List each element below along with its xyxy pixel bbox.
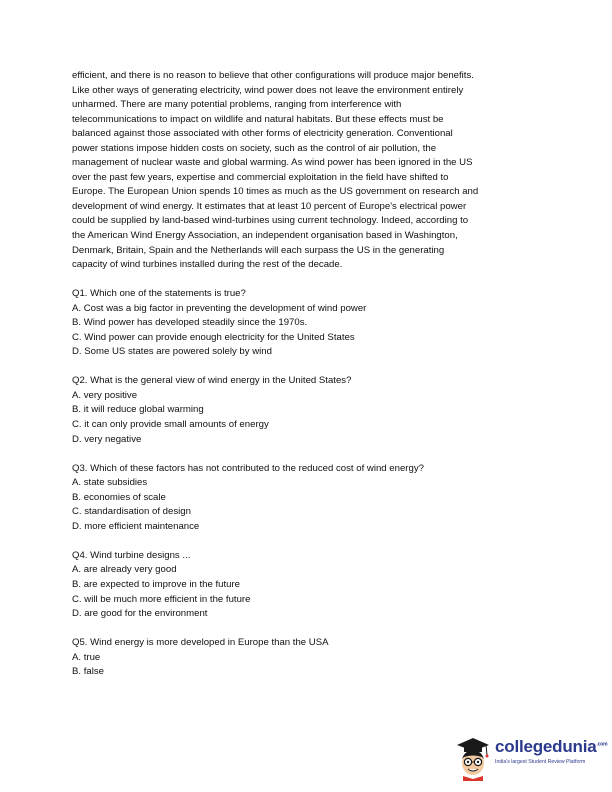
option-list bbox=[72, 651, 542, 680]
option-c: C. standardisation of design bbox=[72, 506, 191, 518]
passage-line: Denmark, Britain, Spain and the Netherlands will each surpass the US in the generating bbox=[72, 244, 445, 256]
option-b: B. are expected to improve in the future bbox=[72, 578, 240, 590]
option-list bbox=[72, 476, 542, 534]
option-a: A. true bbox=[72, 651, 101, 663]
option-b: B. it will reduce global warming bbox=[72, 404, 204, 416]
question-title: Q5. Wind energy is more developed in Europe than the USA bbox=[72, 637, 329, 649]
option-list bbox=[72, 563, 542, 621]
option-d: D. very negative bbox=[72, 433, 142, 445]
question-4 bbox=[72, 549, 542, 622]
option-b: B. false bbox=[72, 666, 104, 678]
question-1 bbox=[72, 287, 542, 360]
passage-line: unharmed. There are many potential problems, ranging from interference with bbox=[72, 99, 402, 111]
option-a: A. Cost was a big factor in preventing the development of wind power bbox=[72, 302, 367, 314]
option-c: C. will be much more efficient in the future bbox=[72, 593, 251, 605]
option-d: D. Some US states are powered solely by wind bbox=[72, 346, 272, 358]
passage-line: could be supplied by land-based wind-turbines using current technology. Indeed, according to bbox=[72, 215, 469, 227]
passage-line: efficient, and there is no reason to believe that other configurations will produce major benefits. bbox=[72, 70, 474, 81]
option-b: B. Wind power has developed steadily since the 1970s. bbox=[72, 317, 308, 329]
mascot-icon bbox=[453, 735, 493, 781]
question-title: Q4. Wind turbine designs ... bbox=[72, 549, 191, 561]
option-list bbox=[72, 302, 542, 360]
option-a: A. state subsidies bbox=[72, 477, 148, 489]
passage-line: development of wind energy. It estimates that at least 10 percent of Europe's electrical power bbox=[72, 200, 467, 212]
option-c: C. it can only provide small amounts of energy bbox=[72, 419, 269, 431]
collegedunia-logo bbox=[453, 735, 608, 781]
passage-line: management of nuclear waste and global warming. As wind power has been ignored in the US bbox=[72, 157, 473, 169]
document-page bbox=[72, 69, 542, 680]
option-b: B. economies of scale bbox=[72, 491, 166, 503]
question-title: Q1. Which one of the statements is true? bbox=[72, 288, 246, 300]
passage-line: Europe. The European Union spends 10 times as much as the US government on research and bbox=[72, 186, 479, 198]
question-title: Q3. Which of these factors has not contributed to the reduced cost of wind energy? bbox=[72, 462, 424, 474]
passage-line: over the past few years, expertise and commercial exploitation in the field have shifted to bbox=[72, 171, 449, 183]
option-c: C. Wind power can provide enough electricity for the United States bbox=[72, 331, 355, 343]
question-3 bbox=[72, 462, 542, 535]
question-title: Q2. What is the general view of wind energy in the United States? bbox=[72, 375, 352, 387]
passage-line: power stations impose hidden costs on society, such as the control of air pollution, the bbox=[72, 142, 437, 154]
passage-line: balanced against those associated with other forms of electricity generation. Conventional bbox=[72, 128, 453, 140]
option-list bbox=[72, 389, 542, 447]
option-a: A. are already very good bbox=[72, 564, 177, 576]
option-d: D. are good for the environment bbox=[72, 608, 208, 620]
passage-line: telecommunications to impact on wildlife and natural habitats. But these effects must be bbox=[72, 113, 444, 125]
question-2 bbox=[72, 374, 542, 447]
question-5 bbox=[72, 636, 542, 680]
passage-line: capacity of wind turbines installed during the rest of the decade. bbox=[72, 259, 343, 271]
logo-tagline: India's largest Student Review Platform bbox=[495, 759, 586, 765]
option-a: A. very positive bbox=[72, 389, 138, 401]
option-d: D. more efficient maintenance bbox=[72, 520, 200, 532]
passage-line: the American Wind Energy Association, an independent organisation based in Washington, bbox=[72, 230, 458, 242]
passage-line: Like other ways of generating electricity, wind power does not leave the environment entirely bbox=[72, 84, 464, 96]
logo-wordmark: collegedunia$^{.com}$ bbox=[495, 737, 608, 756]
passage bbox=[72, 69, 542, 273]
